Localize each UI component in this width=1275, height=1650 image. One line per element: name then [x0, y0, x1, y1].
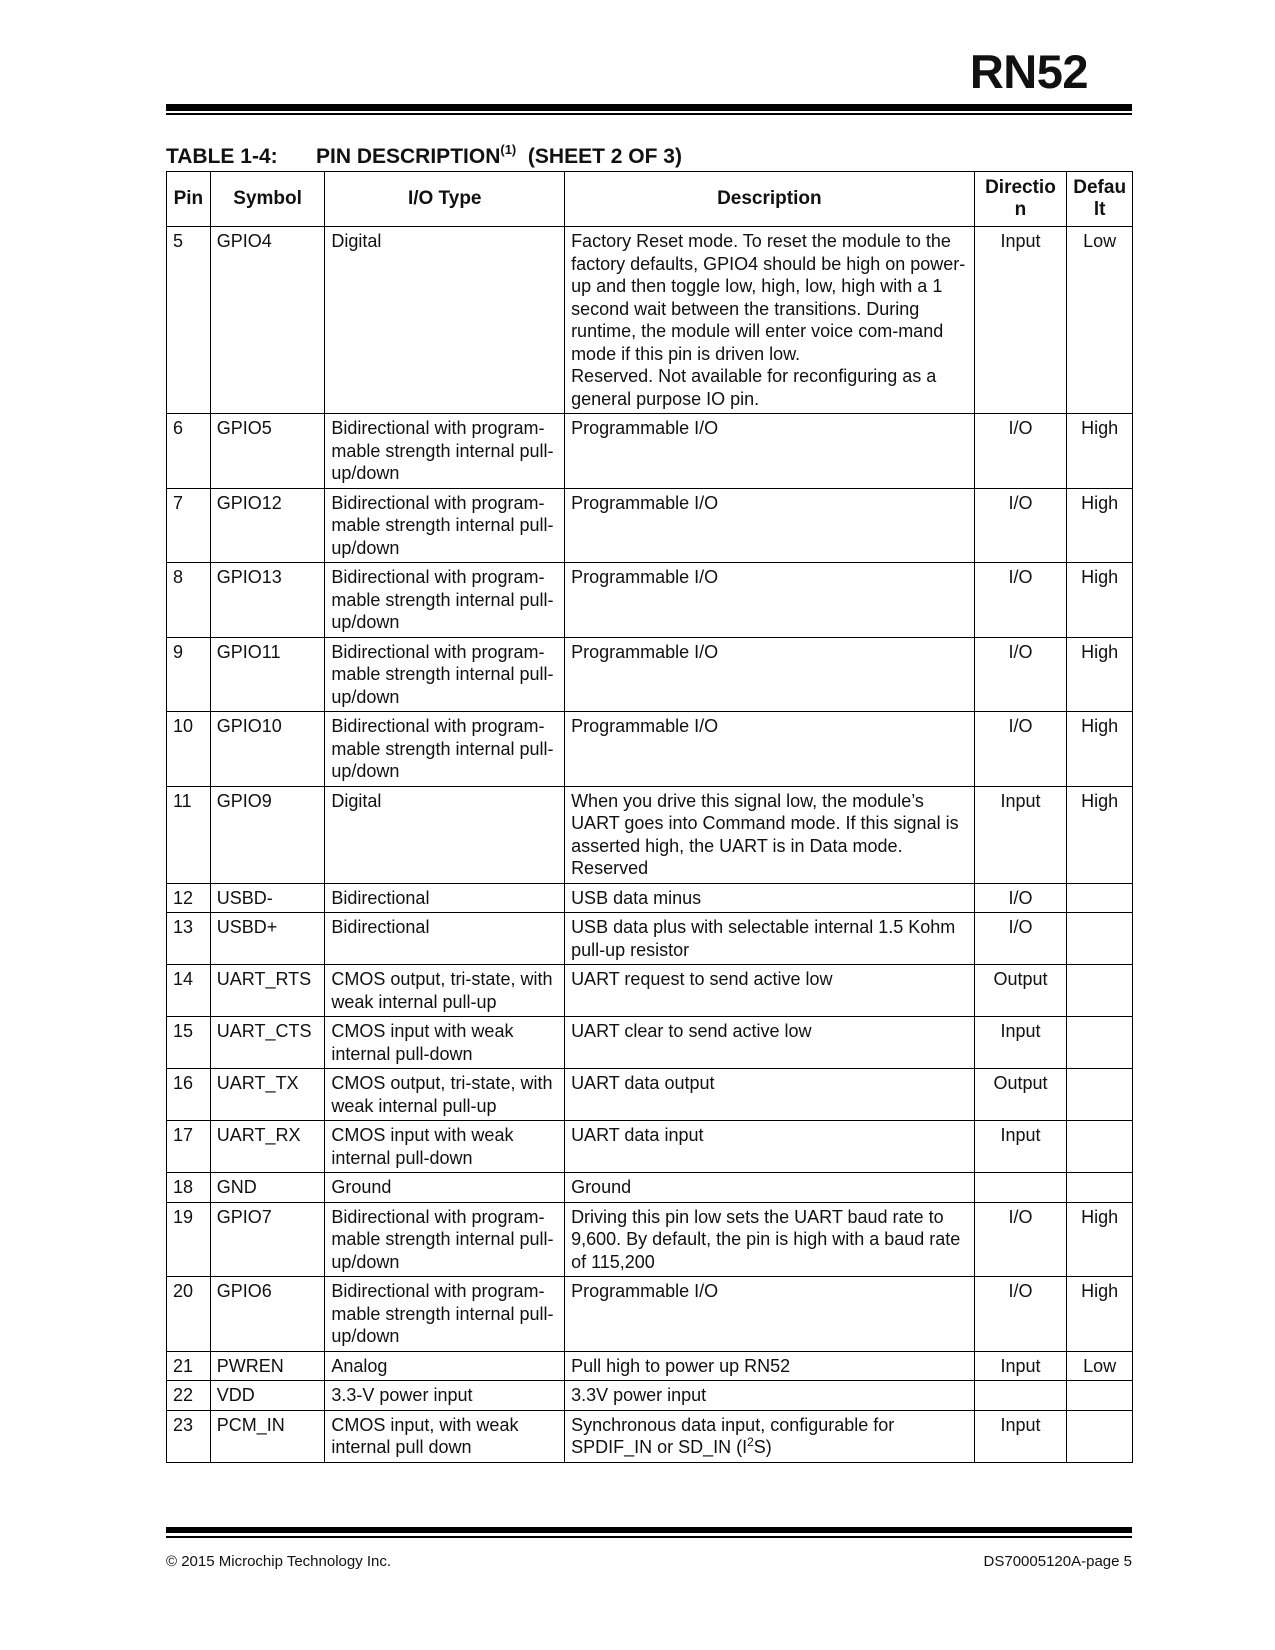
description-tail: S): [753, 1437, 772, 1457]
cell-description: [565, 1069, 975, 1121]
cell-description: [565, 563, 975, 638]
cell-default: [1067, 1410, 1133, 1462]
table-row: [167, 1017, 1133, 1069]
description-text: Driving this pin low sets the UART baud rate to 9,600. By default, the pin is high with a baud rate of 115,200: [571, 1206, 961, 1272]
cell-io-type: Bidirectional with program-mable strength internal pull-up/down: [325, 712, 565, 787]
cell-direction: [974, 1173, 1067, 1203]
cell-default: High: [1067, 1202, 1133, 1277]
cell-default: High: [1067, 563, 1133, 638]
cell-default: [1067, 965, 1133, 1017]
cell-pin: 14: [167, 965, 211, 1017]
cell-pin: 11: [167, 786, 211, 883]
cell-io-type: Bidirectional with program-mable strength internal pull-up/down: [325, 637, 565, 712]
cell-direction: I/O: [974, 883, 1067, 913]
table-title: PIN DESCRIPTION: [316, 145, 501, 168]
cell-default: [1067, 883, 1133, 913]
cell-default: [1067, 1381, 1133, 1411]
cell-io-type: Bidirectional: [325, 883, 565, 913]
cell-description: [565, 883, 975, 913]
table-row: [167, 965, 1133, 1017]
description-text: Programmable I/O: [571, 641, 719, 662]
cell-symbol: VDD: [210, 1381, 325, 1411]
table-caption: [166, 142, 682, 169]
header-rule: [166, 104, 1132, 111]
cell-symbol: PWREN: [210, 1351, 325, 1381]
table-row: [167, 1277, 1133, 1352]
table-row: [167, 883, 1133, 913]
cell-io-type: 3.3-V power input: [325, 1381, 565, 1411]
cell-description: [565, 488, 975, 563]
description-text: When you drive this signal low, the module’s UART goes into Command mode. If this signal is asserted high, the UART is in Data mode. Reserved: [571, 790, 959, 878]
description-text: Programmable I/O: [571, 418, 719, 438]
cell-direction: [974, 1381, 1067, 1411]
cell-description: [565, 1351, 975, 1381]
cell-default: High: [1067, 786, 1133, 883]
cell-default: [1067, 1173, 1133, 1203]
footer-rule-thin: [166, 1536, 1132, 1538]
cell-io-type: CMOS input, with weak internal pull down: [325, 1410, 565, 1462]
cell-io-type: CMOS input with weak internal pull-down: [325, 1017, 565, 1069]
description-text: UART clear to send active low: [571, 1021, 812, 1041]
cell-direction: I/O: [974, 913, 1067, 965]
description-text: Ground: [571, 1177, 632, 1197]
cell-io-type: Bidirectional: [325, 913, 565, 965]
cell-symbol: GPIO12: [210, 488, 325, 563]
cell-direction: Input: [974, 786, 1067, 883]
cell-symbol: GPIO10: [210, 712, 325, 787]
pin-description-table: [166, 171, 1133, 1463]
cell-direction: Input: [974, 1017, 1067, 1069]
cell-io-type: Ground: [325, 1173, 565, 1203]
cell-description: [565, 1173, 975, 1203]
cell-default: High: [1067, 414, 1133, 489]
table-row: [167, 637, 1133, 712]
cell-pin: 23: [167, 1410, 211, 1462]
header-default: Defau lt: [1067, 172, 1133, 227]
table-title-footnote: (1): [500, 142, 517, 157]
cell-io-type: CMOS input with weak internal pull-down: [325, 1121, 565, 1173]
cell-description: [565, 1121, 975, 1173]
table-row: [167, 563, 1133, 638]
cell-pin: 15: [167, 1017, 211, 1069]
cell-description: [565, 712, 975, 787]
description-text: Programmable I/O: [571, 492, 719, 513]
cell-default: Low: [1067, 227, 1133, 414]
table-row: [167, 786, 1133, 883]
cell-pin: 19: [167, 1202, 211, 1277]
cell-default: High: [1067, 488, 1133, 563]
cell-pin: 5: [167, 227, 211, 414]
cell-io-type: Bidirectional with program-mable strength internal pull-up/down: [325, 563, 565, 638]
header-io-type: I/O Type: [325, 172, 565, 227]
cell-io-type: Bidirectional with program-mable strength internal pull-up/down: [325, 414, 565, 489]
footer-page-ref: DS70005120A-page 5: [983, 1553, 1132, 1570]
cell-symbol: GPIO7: [210, 1202, 325, 1277]
cell-pin: 10: [167, 712, 211, 787]
cell-pin: 17: [167, 1121, 211, 1173]
cell-description: [565, 1410, 975, 1462]
cell-pin: 7: [167, 488, 211, 563]
cell-description: [565, 965, 975, 1017]
cell-io-type: Analog: [325, 1351, 565, 1381]
cell-default: [1067, 913, 1133, 965]
cell-symbol: GPIO6: [210, 1277, 325, 1352]
table-row: [167, 1069, 1133, 1121]
cell-direction: I/O: [974, 563, 1067, 638]
description-text: Synchronous data input, configurable for SPDIF_IN or SD_IN (I: [571, 1414, 895, 1457]
description-text: UART data input: [571, 1125, 704, 1145]
cell-symbol: PCM_IN: [210, 1410, 325, 1462]
cell-symbol: UART_CTS: [210, 1017, 325, 1069]
table-sheet: (SHEET 2 OF 3): [527, 145, 682, 168]
cell-pin: 8: [167, 563, 211, 638]
cell-io-type: Bidirectional with program-mable strength internal pull-up/down: [325, 1202, 565, 1277]
header-pin: Pin: [167, 172, 211, 227]
cell-default: High: [1067, 712, 1133, 787]
footer-rule: [166, 1527, 1132, 1533]
cell-direction: I/O: [974, 488, 1067, 563]
table-row: [167, 1381, 1133, 1411]
description-text: Programmable I/O: [571, 567, 719, 587]
cell-description: [565, 1017, 975, 1069]
cell-default: High: [1067, 637, 1133, 712]
cell-pin: 22: [167, 1381, 211, 1411]
cell-pin: 6: [167, 414, 211, 489]
cell-pin: 18: [167, 1173, 211, 1203]
cell-io-type: Bidirectional with program-mable strength internal pull-up/down: [325, 1277, 565, 1352]
cell-direction: Input: [974, 1121, 1067, 1173]
table-row: [167, 227, 1133, 414]
cell-description: [565, 227, 975, 414]
cell-io-type: CMOS output, tri-state, with weak internal pull-up: [325, 1069, 565, 1121]
description-text: Programmable I/O: [571, 1281, 719, 1301]
cell-symbol: GND: [210, 1173, 325, 1203]
header-direction: Directio n: [974, 172, 1067, 227]
cell-io-type: Digital: [325, 227, 565, 414]
cell-default: [1067, 1121, 1133, 1173]
description-superscript: 2: [747, 1435, 754, 1449]
cell-pin: 12: [167, 883, 211, 913]
cell-pin: 9: [167, 637, 211, 712]
header-symbol: Symbol: [210, 172, 325, 227]
cell-description: [565, 786, 975, 883]
cell-description: [565, 1381, 975, 1411]
table-row: [167, 1173, 1133, 1203]
table-row: [167, 913, 1133, 965]
table-row: [167, 1351, 1133, 1381]
table-row: [167, 1202, 1133, 1277]
description-text: Pull high to power up RN52: [571, 1355, 791, 1376]
description-text: Factory Reset mode. To reset the module to the factory defaults, GPIO4 should be high on power-up and then toggle low, high, low, high with a 1 second wait between the transitions. During runtime, the module will enter voice com-mand mode if this pin is driven low. Reserved. Not available for reconfiguring as a general purpose IO pin.: [571, 231, 966, 409]
header-rule-thin: [166, 113, 1132, 115]
cell-io-type: Digital: [325, 786, 565, 883]
cell-direction: Output: [974, 1069, 1067, 1121]
table-row: [167, 1410, 1133, 1462]
cell-symbol: USBD+: [210, 913, 325, 965]
cell-symbol: GPIO9: [210, 786, 325, 883]
cell-symbol: UART_RX: [210, 1121, 325, 1173]
cell-direction: I/O: [974, 637, 1067, 712]
description-text: 3.3V power input: [571, 1385, 707, 1405]
table-header-row: [167, 172, 1133, 227]
cell-symbol: GPIO4: [210, 227, 325, 414]
cell-pin: 20: [167, 1277, 211, 1352]
table-row: [167, 488, 1133, 563]
cell-symbol: UART_TX: [210, 1069, 325, 1121]
cell-io-type: Bidirectional with program-mable strength internal pull-up/down: [325, 488, 565, 563]
cell-direction: I/O: [974, 712, 1067, 787]
cell-direction: I/O: [974, 1277, 1067, 1352]
cell-io-type: CMOS output, tri-state, with weak internal pull-up: [325, 965, 565, 1017]
cell-description: [565, 414, 975, 489]
description-text: USB data minus: [571, 887, 702, 908]
cell-description: [565, 913, 975, 965]
table-number: TABLE 1-4:: [166, 145, 278, 168]
cell-symbol: USBD-: [210, 883, 325, 913]
cell-default: High: [1067, 1277, 1133, 1352]
cell-default: Low: [1067, 1351, 1133, 1381]
cell-direction: Input: [974, 227, 1067, 414]
header-description: Description: [565, 172, 975, 227]
table-row: [167, 1121, 1133, 1173]
cell-default: [1067, 1017, 1133, 1069]
cell-pin: 21: [167, 1351, 211, 1381]
cell-symbol: UART_RTS: [210, 965, 325, 1017]
description-text: USB data plus with selectable internal 1.5 Kohm pull-up resistor: [571, 917, 956, 960]
cell-pin: 13: [167, 913, 211, 965]
cell-symbol: GPIO11: [210, 637, 325, 712]
cell-direction: Output: [974, 965, 1067, 1017]
cell-pin: 16: [167, 1069, 211, 1121]
description-text: UART data output: [571, 1073, 715, 1093]
document-title: RN52: [969, 45, 1088, 98]
cell-direction: Input: [974, 1410, 1067, 1462]
cell-direction: I/O: [974, 1202, 1067, 1277]
description-text: UART request to send active low: [571, 969, 833, 989]
cell-symbol: GPIO5: [210, 414, 325, 489]
cell-description: [565, 637, 975, 712]
table-row: [167, 712, 1133, 787]
cell-description: [565, 1202, 975, 1277]
footer-copyright: © 2015 Microchip Technology Inc.: [166, 1553, 392, 1570]
cell-direction: Input: [974, 1351, 1067, 1381]
cell-default: [1067, 1069, 1133, 1121]
cell-description: [565, 1277, 975, 1352]
description-text: Programmable I/O: [571, 716, 719, 736]
table-row: [167, 414, 1133, 489]
cell-symbol: GPIO13: [210, 563, 325, 638]
cell-direction: I/O: [974, 414, 1067, 489]
